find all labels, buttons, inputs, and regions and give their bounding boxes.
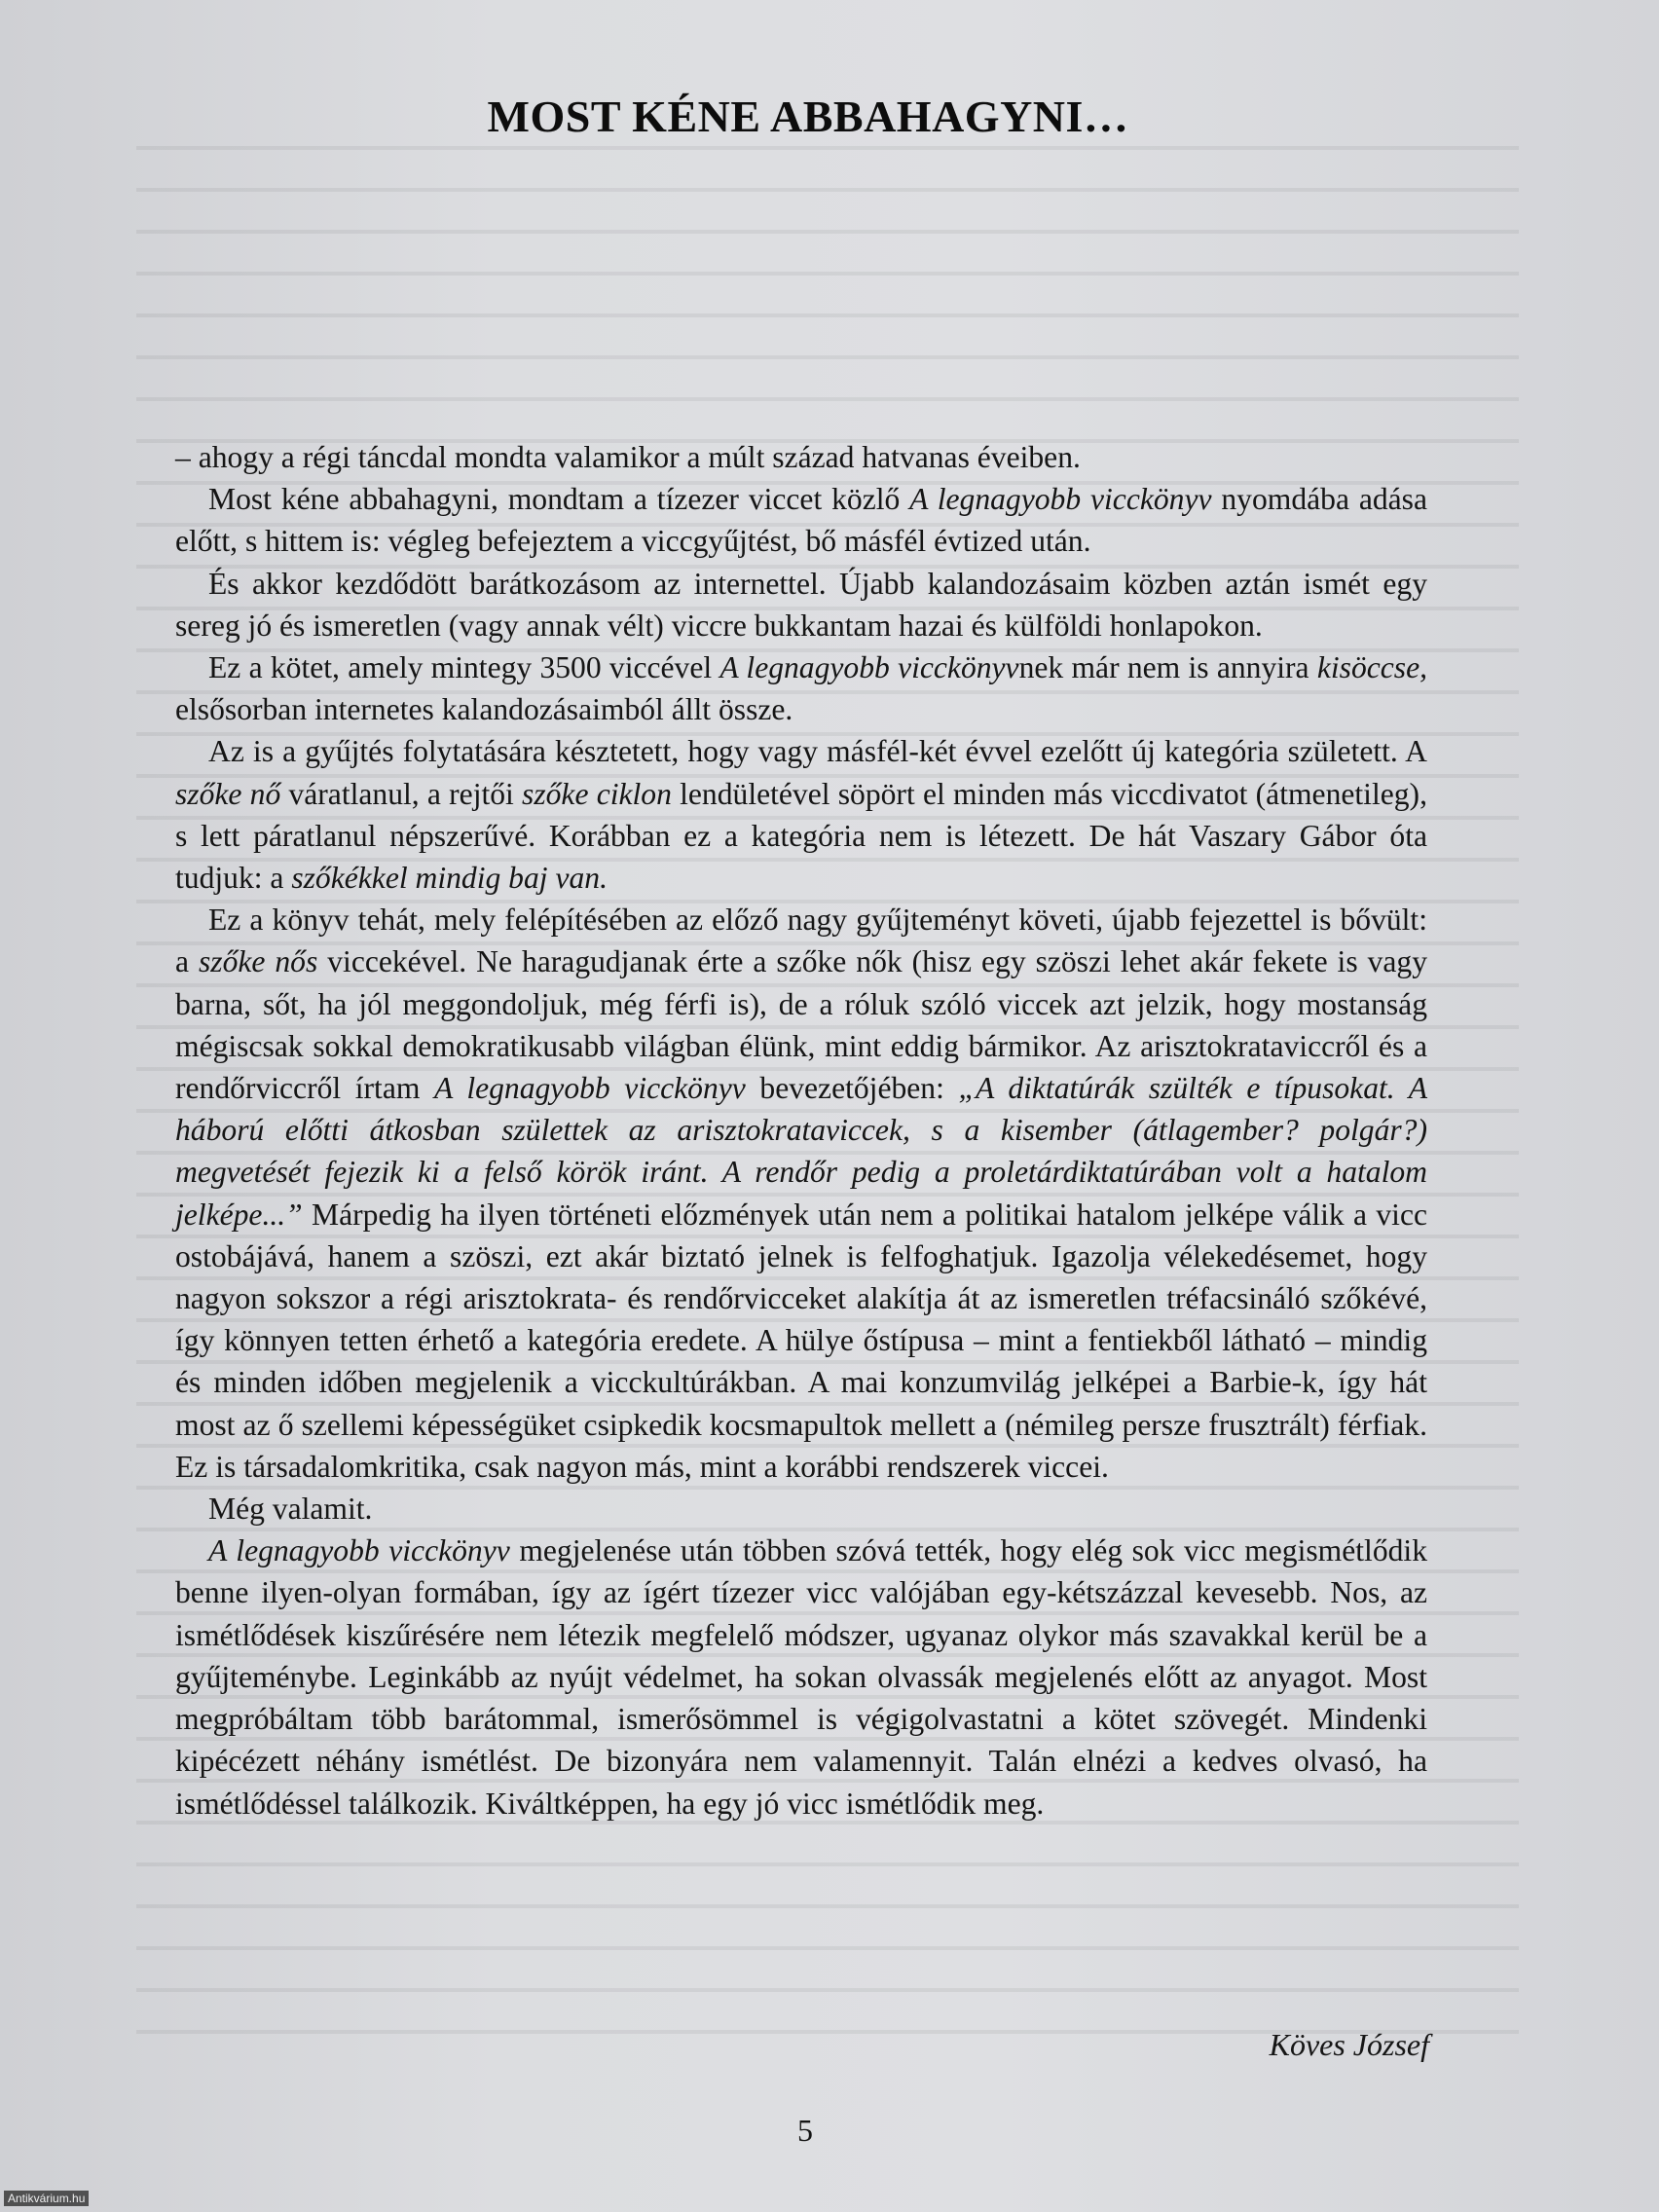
- text-segment: nyomdába adása előtt, s hittem is: végleg befejeztem a viccgyűjtést, bő másfél évtized után.: [175, 482, 1427, 559]
- text-segment: Még valamit.: [208, 1492, 373, 1527]
- paragraph: [175, 730, 1427, 899]
- text-segment: És akkor kezdődött barátkozásom az internettel. Újabb kalandozásaim közben aztán ismét egy sereg jó és ismeretlen (vagy annak vélt) viccre bukkantam hazai és külföldi honlapokon.: [175, 566, 1427, 643]
- text-segment: elsősorban internetes kalandozásaimból állt össze.: [175, 692, 793, 727]
- text-segment: bevezetőjében:: [745, 1071, 959, 1106]
- paragraph: [175, 563, 1427, 646]
- text-segment: megjelenése után többen szóvá tették, hogy elég sok vicc megismétlődik benne ilyen-olyan formában, így az ígért tízezer vicc valójában egy-kétszázzal kevesebb. Nos, az ismétlődések kiszűrésére nem létezik megfelelő módszer, ugyanaz olykor más szavakkal kerül be a gyűjteménybe. Leginkább az nyújt védelmet, ha sokan olvassák megjelenés előtt az anyagot. Most megpróbáltam több barátommal, ismerősömmel is végigolvastatni a kötet szövegét. Mindenki kipécézett néhány ismétlést. De bizonyára nem valamennyit. Talán elnézi a kedves olvasó, ha ismétlődéssel találkozik. Kiváltképpen, ha egy jó vicc ismétlődik meg.: [175, 1533, 1427, 1821]
- italic-segment: szőke nő: [175, 776, 281, 811]
- page-number: 5: [797, 2113, 813, 2148]
- text-segment: Ez a kötet, amely mintegy 3500 viccével: [208, 650, 720, 685]
- paragraph: [175, 1530, 1427, 1824]
- italic-segment: A legnagyobb vicckönyv: [434, 1071, 746, 1106]
- text-segment: – ahogy a régi táncdal mondta valamikor a múlt század hatvanas éveiben.: [175, 440, 1081, 474]
- text-segment: Ez a könyv tehát, mely felépítésében az előző nagy gyűjteményt követi, újabb fejezettel is bővült: a: [175, 903, 1427, 979]
- italic-segment: szőkékkel mindig baj van.: [291, 861, 608, 896]
- text-segment: Az is a gyűjtés folytatására késztetett, hogy vagy másfél-két évvel ezelőtt új kategória született. A: [208, 734, 1427, 769]
- text-segment: váratlanul, a rejtői: [280, 776, 523, 811]
- paragraph: [175, 1488, 1427, 1530]
- italic-segment: „A diktatúrák szülték e típusokat. A háború előtti átkosban születtek az arisztokrataviccek, s a kisember (átlagember? polgár?) megvetését fejezik ki a felső körök iránt. A rendőr pedig a proletárdiktatúrában volt a hatalom jelképe...”: [175, 1071, 1427, 1232]
- italic-segment: szőke ciklon: [522, 776, 672, 811]
- italic-segment: A legnagyobb vicckönyv: [719, 650, 1019, 685]
- text-segment: Márpedig ha ilyen történeti előzmények után nem a politikai hatalom jelképe válik a vicc ostobájává, hanem a szöszi, ezt akár biztató jelnek is felfoghatjuk. Igazolja vélekedésemet, hogy nagyon sokszor a régi arisztokrata- és rendőrvicceket alakítja át az ismeretlen tréfacsináló szőkévé, így könnyen tetten érhető a kategória eredete. A hülye őstípusa – mint a fentiekből látható – mindig és minden időben megjelenik a vicckultúrákban. A mai konzumvilág jelképei a Barbie-k, így hát most az ő szellemi képességüket csipkedik kocsmapultok mellett a (némileg persze frusztrált) férfiak. Ez is társadalomkritika, csak nagyon más, mint a korábbi rendszerek viccei.: [175, 1197, 1427, 1484]
- italic-segment: A legnagyobb vicckönyv: [208, 1533, 510, 1568]
- author-signature: Köves József: [1269, 2027, 1429, 2062]
- watermark: Antikvárium.hu: [4, 2191, 89, 2206]
- paragraph: [175, 478, 1427, 562]
- paragraph: [175, 436, 1427, 478]
- text-segment: nek már nem is annyira: [1018, 650, 1317, 685]
- body-text: [175, 436, 1427, 1825]
- italic-segment: kisöccse,: [1316, 650, 1427, 685]
- italic-segment: szőke nős: [198, 944, 318, 979]
- paragraph: [175, 646, 1427, 730]
- italic-segment: A legnagyobb vicckönyv: [909, 482, 1212, 517]
- text-segment: lendületével söpört el minden más viccdivatot (átmenetileg), s lett páratlanul népszerűvé. Korábban ez a kategória nem is létezett. De hát Vaszary Gábor óta tudjuk: a: [175, 776, 1427, 896]
- paragraph: [175, 899, 1427, 1488]
- text-segment: Most kéne abbahagyni, mondtam a tízezer viccet közlő: [208, 482, 910, 517]
- chapter-title: MOST KÉNE ABBAHAGYNI…: [487, 91, 1129, 141]
- text-segment: viccekével. Ne haragudjanak érte a szőke nők (hisz egy szöszi lehet akár fekete is vagy barna, sőt, ha jól meggondoljuk, még férfi is), de a róluk szóló viccek azt jelzik, hogy mostanság mégiscsak sokkal demokratikusabb világban élünk, mint eddig bármikor. Az arisztokrataviccről és a rendőrviccről írtam: [175, 944, 1427, 1106]
